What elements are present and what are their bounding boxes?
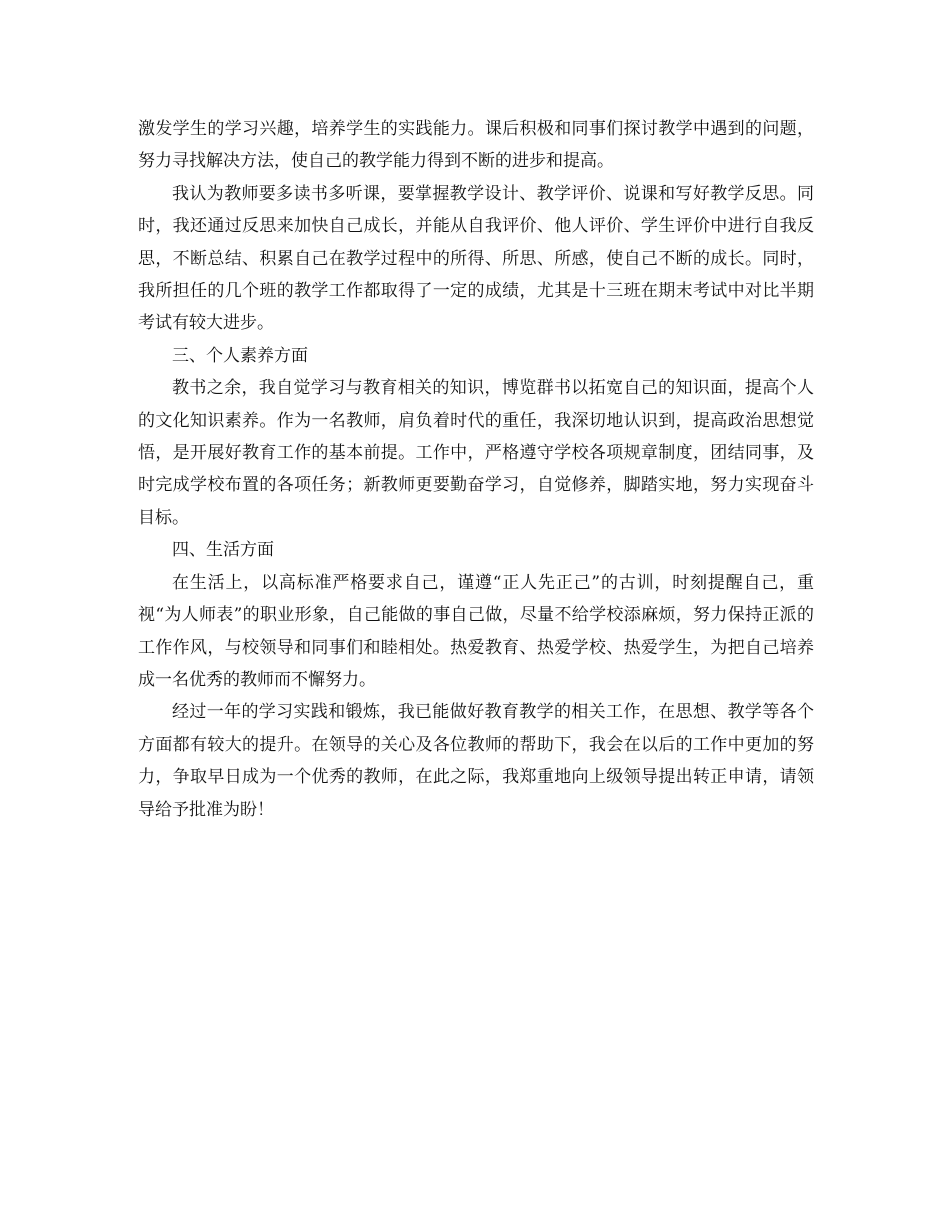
paragraph-continued: 激发学生的学习兴趣，培养学生的实践能力。课后积极和同事们探讨教学中遇到的问题，努力寻找解决方法，使自己的教学能力得到不断的进步和提高。: [138, 119, 814, 172]
paragraph-conclusion: 经过一年的学习实践和锻炼，我已能做好教育教学的相关工作，在思想、教学等各个方面都有较大的提升。在领导的关心及各位教师的帮助下，我会在以后的工作中更加的努力，争取早日成为一个优秀的教师，在此之际，我郑重地向上级领导提出转正申请，请领导给予批准为盼！: [138, 702, 814, 820]
document-body: [138, 113, 814, 826]
section-heading-personal-quality: 三、个人素养方面: [172, 345, 308, 366]
paragraph-life: 在生活上，以高标准严格要求自己，谨遵“正人先正己”的古训，时刻提醒自己，重视“为人师表”的职业形象，自己能做的事自己做，尽量不给学校添麻烦，努力保持正派的工作作风，与校领导和同事们和睦相处。热爱教育、热爱学校、热爱学生，为把自己培养成一名优秀的教师而不懈努力。: [138, 572, 814, 690]
paragraph-reflection: 我认为教师要多读书多听课，要掌握教学设计、教学评价、说课和写好教学反思。同时，我还通过反思来加快自己成长，并能从自我评价、他人评价、学生评价中进行自我反思，不断总结、积累自己在教学过程中的所得、所思、所感，使自己不断的成长。同时，我所担任的几个班的教学工作都取得了一定的成绩，尤其是十三班在期末考试中对比半期考试有较大进步。: [138, 183, 814, 334]
section-heading-life: 四、生活方面: [172, 540, 274, 561]
paragraph-personal-quality: 教书之余，我自觉学习与教育相关的知识，博览群书以拓宽自己的知识面，提高个人的文化知识素养。作为一名教师，肩负着时代的重任，我深切地认识到，提高政治思想觉悟，是开展好教育工作的基本前提。工作中，严格遵守学校各项规章制度，团结同事，及时完成学校布置的各项任务；新教师更要勤奋学习，自觉修养，脚踏实地，努力实现奋斗目标。: [138, 378, 814, 528]
